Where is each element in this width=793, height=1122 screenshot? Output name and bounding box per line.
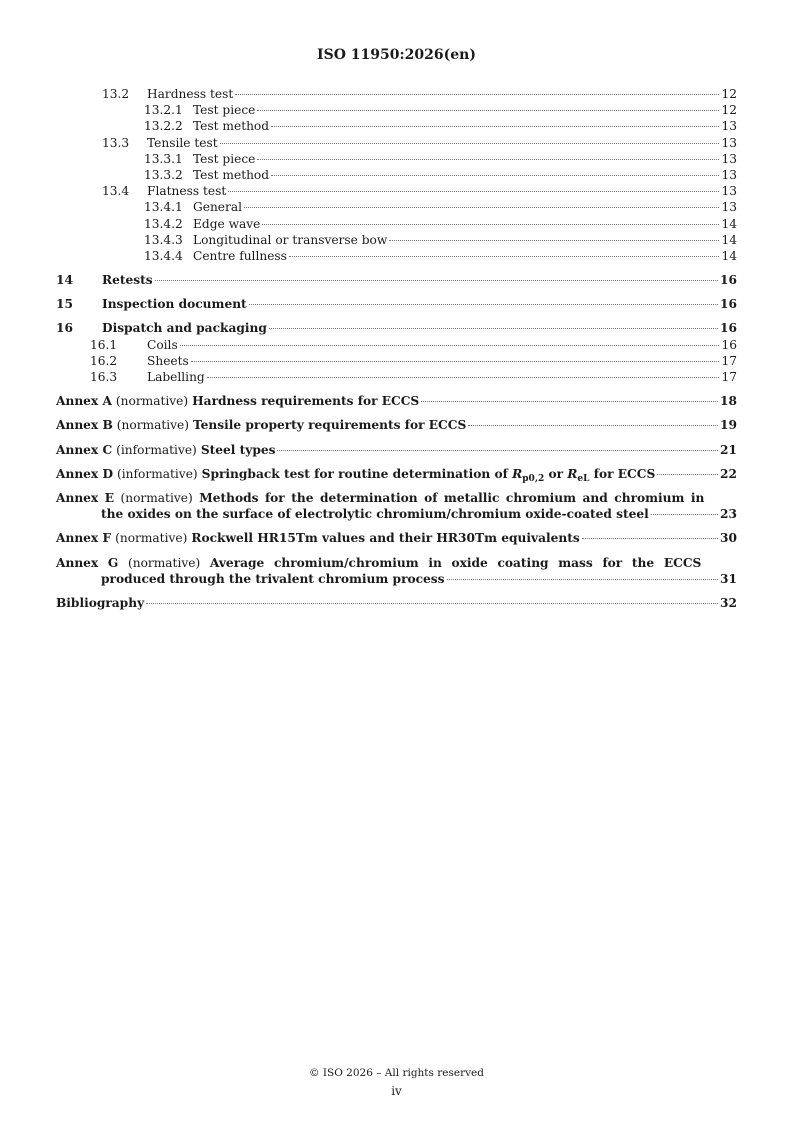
title-word: the bbox=[291, 490, 314, 505]
toc-page: 13 bbox=[721, 151, 737, 166]
toc-entry-annex-b[interactable] bbox=[56, 417, 737, 433]
toc-page: 13 bbox=[721, 119, 737, 134]
toc-entry-13-4-2[interactable] bbox=[56, 216, 737, 232]
toc-entry-annex-d[interactable] bbox=[56, 466, 737, 482]
document-header: ISO 11950:2026(en) bbox=[317, 47, 476, 63]
toc-number: 13.3.1 bbox=[144, 151, 183, 166]
annex-title-line-1 bbox=[56, 490, 737, 506]
title-word: and bbox=[582, 490, 608, 505]
toc-entry-annex-e[interactable] bbox=[56, 490, 737, 522]
annex-title-line-1 bbox=[56, 555, 737, 571]
copyright-notice: © ISO 2026 – All rights reserved bbox=[309, 1067, 484, 1079]
toc-title: the oxides on the surface of electrolytic chromium/chromium oxide-coated steel bbox=[101, 507, 649, 522]
symbol-r: R bbox=[512, 466, 523, 481]
dot-leader bbox=[235, 94, 719, 95]
dot-leader bbox=[191, 361, 720, 362]
title-word: mass bbox=[558, 555, 593, 570]
toc-number: 13.4.2 bbox=[144, 216, 183, 231]
toc-title: produced through the trivalent chromium process bbox=[101, 571, 445, 586]
toc-title: Rockwell HR15Tm values and their HR30Tm equivalents bbox=[191, 531, 580, 546]
annex-type: (normative) bbox=[116, 418, 189, 433]
toc-number: 13.3.2 bbox=[144, 167, 183, 182]
toc-number: 13.2.1 bbox=[144, 103, 183, 118]
title-word: for bbox=[602, 555, 623, 570]
toc-page: 14 bbox=[721, 248, 737, 263]
annex-letter: G bbox=[107, 555, 119, 570]
toc-entry-13-4-4[interactable] bbox=[56, 248, 737, 264]
toc-entry-13-2[interactable] bbox=[56, 86, 737, 102]
toc-title: General bbox=[193, 200, 242, 215]
toc-entry-13-2-2[interactable] bbox=[56, 118, 737, 134]
toc-page: 19 bbox=[720, 418, 737, 433]
toc-title: Coils bbox=[147, 337, 178, 352]
toc-page: 13 bbox=[721, 167, 737, 182]
dot-leader bbox=[269, 328, 718, 329]
annex-type: (normative) bbox=[115, 394, 189, 409]
subscript-el: eL bbox=[577, 473, 590, 484]
title-word: chromium bbox=[614, 490, 685, 505]
toc-number: 16.3 bbox=[90, 370, 118, 384]
toc-number: 13.2.2 bbox=[144, 119, 183, 134]
dot-leader bbox=[257, 110, 719, 111]
annex-type: (normative) bbox=[127, 555, 201, 570]
dot-leader bbox=[277, 450, 718, 451]
title-word: the bbox=[631, 555, 655, 570]
toc-page: 13 bbox=[721, 200, 737, 215]
toc-entry-annex-g[interactable] bbox=[56, 555, 737, 587]
toc-entry-13-3[interactable] bbox=[56, 135, 737, 151]
dot-leader bbox=[262, 224, 719, 225]
toc-entry-annex-a[interactable] bbox=[56, 393, 737, 409]
toc-page: 32 bbox=[720, 595, 737, 610]
title-word: in bbox=[690, 490, 705, 505]
toc-page: 18 bbox=[720, 394, 737, 409]
toc-entry-13-2-1[interactable] bbox=[56, 102, 737, 118]
toc-entry-13-3-2[interactable] bbox=[56, 167, 737, 183]
title-word: for bbox=[264, 490, 285, 505]
annex-title-line-2 bbox=[56, 571, 737, 587]
toc-number: 13.4.4 bbox=[144, 248, 183, 263]
title-word: chromium bbox=[505, 490, 577, 505]
toc-entry-13-3-1[interactable] bbox=[56, 151, 737, 167]
toc-entry-13-4[interactable] bbox=[56, 183, 737, 199]
title-word: chromium/chromium bbox=[273, 555, 419, 570]
toc-entry-15[interactable] bbox=[56, 296, 737, 312]
annex-letter: E bbox=[104, 490, 114, 505]
title-word: in bbox=[428, 555, 442, 570]
toc-entry-annex-c[interactable] bbox=[56, 442, 737, 458]
dot-leader bbox=[146, 603, 718, 604]
toc-page: 14 bbox=[721, 232, 737, 247]
dot-leader bbox=[207, 377, 720, 378]
annex-label: Annex B bbox=[56, 418, 113, 433]
toc-page: 16 bbox=[720, 321, 737, 336]
toc-title bbox=[202, 466, 656, 482]
toc-page: 17 bbox=[721, 370, 737, 384]
title-word: ECCS bbox=[663, 555, 702, 570]
toc-entry-16-3[interactable] bbox=[56, 369, 737, 385]
dot-leader bbox=[447, 579, 719, 580]
toc-title: Tensile property requirements for ECCS bbox=[193, 418, 467, 433]
toc-title: Test method bbox=[193, 119, 270, 134]
toc-entry-13-4-3[interactable] bbox=[56, 232, 737, 248]
toc-number: 13.4.3 bbox=[144, 232, 183, 247]
title-word: metallic bbox=[443, 490, 500, 505]
toc-page: 14 bbox=[721, 216, 737, 231]
toc-title: Hardness test bbox=[147, 87, 234, 101]
toc-number: 14 bbox=[56, 273, 73, 288]
dot-leader bbox=[271, 175, 719, 176]
annex-label: Annex F bbox=[56, 531, 112, 546]
title-text: Springback test for routine determination of bbox=[201, 466, 508, 481]
toc-page: 31 bbox=[720, 571, 737, 586]
dot-leader bbox=[657, 474, 718, 475]
toc-page: 16 bbox=[721, 337, 737, 352]
toc-title: Hardness requirements for ECCS bbox=[192, 394, 420, 409]
toc-title: Retests bbox=[102, 273, 153, 288]
dot-leader bbox=[249, 304, 718, 305]
toc-entry-bibliography[interactable] bbox=[56, 595, 737, 611]
title-word: of bbox=[424, 490, 438, 505]
toc-title: Steel types bbox=[200, 442, 276, 457]
toc-title: Edge wave bbox=[193, 216, 261, 231]
annex-label: Annex D bbox=[56, 466, 114, 481]
toc-title: Inspection document bbox=[102, 297, 247, 312]
dot-leader bbox=[389, 240, 719, 241]
page-number: iv bbox=[391, 1084, 402, 1098]
annex-type: (normative) bbox=[115, 531, 188, 546]
toc-page: 12 bbox=[721, 103, 737, 118]
dot-leader bbox=[582, 538, 718, 539]
dot-leader bbox=[651, 514, 718, 515]
dot-leader bbox=[155, 280, 718, 281]
toc-page: 22 bbox=[720, 466, 737, 481]
toc-page: 13 bbox=[721, 135, 737, 150]
dot-leader bbox=[244, 207, 719, 208]
dot-leader bbox=[228, 191, 719, 192]
annex-type: (informative) bbox=[116, 442, 197, 457]
toc-number: 13.4 bbox=[102, 184, 130, 199]
toc-entry-16-2[interactable] bbox=[56, 353, 737, 369]
dot-leader bbox=[421, 401, 718, 402]
toc-entry-14[interactable] bbox=[56, 272, 737, 288]
annex-label: Annex bbox=[56, 555, 99, 570]
dot-leader bbox=[468, 425, 718, 426]
toc-page: 17 bbox=[721, 353, 737, 368]
table-of-contents bbox=[56, 86, 737, 611]
toc-number: 13.3 bbox=[102, 135, 130, 150]
annex-title-line-2 bbox=[56, 506, 737, 522]
toc-number: 16.2 bbox=[90, 353, 118, 368]
title-word: Average bbox=[209, 555, 265, 570]
toc-entry-annex-f[interactable] bbox=[56, 530, 737, 546]
toc-page: 12 bbox=[721, 87, 737, 101]
toc-title: Test method bbox=[193, 167, 270, 182]
toc-entry-16-1[interactable] bbox=[56, 337, 737, 353]
subscript-p02: p0,2 bbox=[522, 473, 545, 484]
annex-label: Annex bbox=[56, 490, 99, 505]
toc-entry-13-4-1[interactable] bbox=[56, 199, 737, 215]
toc-title: Dispatch and packaging bbox=[102, 321, 267, 336]
title-word: oxide bbox=[451, 555, 488, 570]
annex-label: Annex A bbox=[56, 394, 112, 409]
toc-title: Longitudinal or transverse bow bbox=[193, 232, 388, 247]
dot-leader bbox=[220, 143, 720, 144]
title-word: coating bbox=[497, 555, 549, 570]
dot-leader bbox=[180, 345, 720, 346]
title-word: Methods bbox=[199, 490, 259, 505]
toc-page: 13 bbox=[721, 184, 737, 199]
toc-page: 16 bbox=[720, 297, 737, 312]
title-or: or bbox=[548, 466, 564, 481]
toc-title: Centre fullness bbox=[193, 248, 287, 263]
toc-page: 30 bbox=[720, 531, 737, 546]
dot-leader bbox=[289, 256, 720, 257]
dot-leader bbox=[271, 126, 719, 127]
toc-number: 13.2 bbox=[102, 87, 130, 101]
toc-title: Test piece bbox=[193, 151, 256, 166]
annex-label: Annex C bbox=[56, 442, 113, 457]
title-word: determination bbox=[319, 490, 418, 505]
toc-number: 13.4.1 bbox=[144, 200, 183, 215]
toc-title: Tensile test bbox=[147, 135, 218, 150]
toc-number: 16.1 bbox=[90, 337, 118, 352]
toc-title: Flatness test bbox=[147, 184, 227, 199]
toc-number: 16 bbox=[56, 321, 73, 336]
dot-leader bbox=[257, 159, 719, 160]
toc-number: 15 bbox=[56, 297, 73, 312]
annex-type: (normative) bbox=[120, 490, 193, 505]
toc-title: Bibliography bbox=[56, 595, 145, 610]
toc-title: Test piece bbox=[193, 103, 256, 118]
toc-title: Sheets bbox=[147, 353, 189, 368]
toc-page: 16 bbox=[720, 273, 737, 288]
toc-page: 21 bbox=[720, 442, 737, 457]
annex-type: (informative) bbox=[117, 466, 198, 481]
symbol-r: R bbox=[567, 466, 578, 481]
toc-page: 23 bbox=[720, 507, 737, 522]
toc-entry-16[interactable] bbox=[56, 320, 737, 336]
title-text: for ECCS bbox=[593, 466, 656, 481]
toc-title: Labelling bbox=[147, 370, 205, 384]
